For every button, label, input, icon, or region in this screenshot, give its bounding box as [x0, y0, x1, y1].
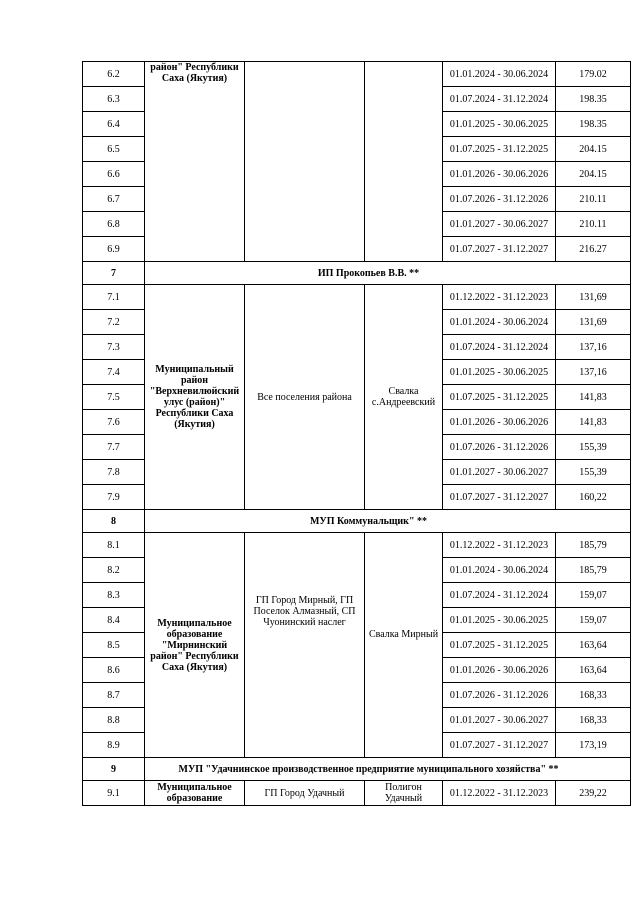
section-number: 7 — [83, 262, 145, 285]
period-cell: 01.01.2024 - 30.06.2024 — [443, 558, 556, 583]
period-cell: 01.01.2026 - 30.06.2026 — [443, 658, 556, 683]
tariff-value-cell: 173,19 — [556, 733, 631, 758]
tariff-value-cell: 198.35 — [556, 112, 631, 137]
period-cell: 01.07.2025 - 31.12.2025 — [443, 385, 556, 410]
settlements-cell: Все поселения района — [245, 285, 365, 510]
period-cell: 01.01.2027 - 30.06.2027 — [443, 212, 556, 237]
table-row — [83, 781, 631, 806]
section-header-row — [83, 262, 631, 285]
table-row — [83, 285, 631, 310]
tariff-value-cell: 155,39 — [556, 460, 631, 485]
period-cell: 01.12.2022 - 31.12.2023 — [443, 285, 556, 310]
row-number: 8.4 — [83, 608, 145, 633]
period-cell: 01.07.2024 - 31.12.2024 — [443, 583, 556, 608]
tariff-value-cell: 137,16 — [556, 360, 631, 385]
period-cell: 01.07.2026 - 31.12.2026 — [443, 187, 556, 212]
row-number: 6.9 — [83, 237, 145, 262]
tariff-value-cell: 216.27 — [556, 237, 631, 262]
period-cell: 01.07.2027 - 31.12.2027 — [443, 485, 556, 510]
row-number: 8.7 — [83, 683, 145, 708]
row-number: 8.2 — [83, 558, 145, 583]
section-number: 9 — [83, 758, 145, 781]
tariff-value-cell: 210.11 — [556, 212, 631, 237]
tariff-value-cell: 204.15 — [556, 137, 631, 162]
settlements-cell — [245, 62, 365, 262]
tariff-value-cell: 210.11 — [556, 187, 631, 212]
period-cell: 01.01.2025 - 30.06.2025 — [443, 112, 556, 137]
row-number: 7.6 — [83, 410, 145, 435]
waste-object-cell: Свалка с.Андреевский — [365, 285, 443, 510]
row-number: 7.8 — [83, 460, 145, 485]
period-cell: 01.01.2025 - 30.06.2025 — [443, 608, 556, 633]
row-number: 6.5 — [83, 137, 145, 162]
tariff-value-cell: 185,79 — [556, 533, 631, 558]
organization-name: МУП Коммунальщик" ** — [145, 510, 631, 533]
period-cell: 01.12.2022 - 31.12.2023 — [443, 781, 556, 806]
row-number: 8.9 — [83, 733, 145, 758]
tariff-value-cell: 163,64 — [556, 658, 631, 683]
tariff-value-cell: 141,83 — [556, 385, 631, 410]
section-number: 8 — [83, 510, 145, 533]
tariff-value-cell: 198.35 — [556, 87, 631, 112]
period-cell: 01.07.2025 - 31.12.2025 — [443, 137, 556, 162]
municipality-cell: Муниципальное образование "Мирнинский район" Республики Саха (Якутия) — [145, 533, 245, 758]
row-number: 8.3 — [83, 583, 145, 608]
period-cell: 01.01.2025 - 30.06.2025 — [443, 360, 556, 385]
section-header-row — [83, 758, 631, 781]
tariff-value-cell: 163,64 — [556, 633, 631, 658]
row-number: 7.9 — [83, 485, 145, 510]
row-number: 9.1 — [83, 781, 145, 806]
organization-name: МУП "Удачнинское производственное предприятие муниципального хозяйства" ** — [145, 758, 631, 781]
municipality-cell: Муниципальный район "Верхневилюйский улус (район)" Республики Саха (Якутия) — [145, 285, 245, 510]
row-number: 7.7 — [83, 435, 145, 460]
row-number: 7.5 — [83, 385, 145, 410]
waste-object-cell: Полигон Удачный — [365, 781, 443, 806]
period-cell: 01.07.2024 - 31.12.2024 — [443, 335, 556, 360]
tariff-value-cell: 131,69 — [556, 285, 631, 310]
tariff-value-cell: 179.02 — [556, 62, 631, 87]
tariff-value-cell: 204.15 — [556, 162, 631, 187]
period-cell: 01.01.2026 - 30.06.2026 — [443, 410, 556, 435]
period-cell: 01.01.2027 - 30.06.2027 — [443, 708, 556, 733]
tariff-table — [82, 61, 631, 806]
row-number: 7.2 — [83, 310, 145, 335]
row-number: 6.7 — [83, 187, 145, 212]
period-cell: 01.01.2024 - 30.06.2024 — [443, 62, 556, 87]
tariff-value-cell: 137,16 — [556, 335, 631, 360]
municipality-cell: Муниципальное образование — [145, 781, 245, 806]
municipality-cell: район" Республики Саха (Якутия) — [145, 62, 245, 262]
period-cell: 01.01.2027 - 30.06.2027 — [443, 460, 556, 485]
row-number: 8.6 — [83, 658, 145, 683]
period-cell: 01.07.2026 - 31.12.2026 — [443, 683, 556, 708]
section-header-row — [83, 510, 631, 533]
tariff-value-cell: 185,79 — [556, 558, 631, 583]
period-cell: 01.01.2026 - 30.06.2026 — [443, 162, 556, 187]
table-row — [83, 533, 631, 558]
row-number: 7.1 — [83, 285, 145, 310]
waste-object-cell — [365, 62, 443, 262]
tariff-value-cell: 159,07 — [556, 583, 631, 608]
row-number: 7.4 — [83, 360, 145, 385]
period-cell: 01.07.2024 - 31.12.2024 — [443, 87, 556, 112]
tariff-value-cell: 168,33 — [556, 683, 631, 708]
tariff-value-cell: 160,22 — [556, 485, 631, 510]
tariff-value-cell: 155,39 — [556, 435, 631, 460]
row-number: 6.6 — [83, 162, 145, 187]
period-cell: 01.01.2024 - 30.06.2024 — [443, 310, 556, 335]
row-number: 6.2 — [83, 62, 145, 87]
tariff-value-cell: 131,69 — [556, 310, 631, 335]
tariff-value-cell: 159,07 — [556, 608, 631, 633]
table-row — [83, 62, 631, 87]
row-number: 6.4 — [83, 112, 145, 137]
organization-name: ИП Прокопьев В.В. ** — [145, 262, 631, 285]
row-number: 8.1 — [83, 533, 145, 558]
period-cell: 01.12.2022 - 31.12.2023 — [443, 533, 556, 558]
settlements-cell: ГП Город Удачный — [245, 781, 365, 806]
row-number: 7.3 — [83, 335, 145, 360]
tariff-table-body — [83, 62, 631, 806]
waste-object-cell: Свалка Мирный — [365, 533, 443, 758]
tariff-value-cell: 168,33 — [556, 708, 631, 733]
settlements-cell: ГП Город Мирный, ГП Поселок Алмазный, СП Чуонинский наслег — [245, 533, 365, 758]
period-cell: 01.07.2025 - 31.12.2025 — [443, 633, 556, 658]
tariff-value-cell: 239,22 — [556, 781, 631, 806]
tariff-value-cell: 141,83 — [556, 410, 631, 435]
period-cell: 01.07.2027 - 31.12.2027 — [443, 237, 556, 262]
row-number: 6.3 — [83, 87, 145, 112]
period-cell: 01.07.2027 - 31.12.2027 — [443, 733, 556, 758]
row-number: 8.8 — [83, 708, 145, 733]
period-cell: 01.07.2026 - 31.12.2026 — [443, 435, 556, 460]
row-number: 6.8 — [83, 212, 145, 237]
row-number: 8.5 — [83, 633, 145, 658]
